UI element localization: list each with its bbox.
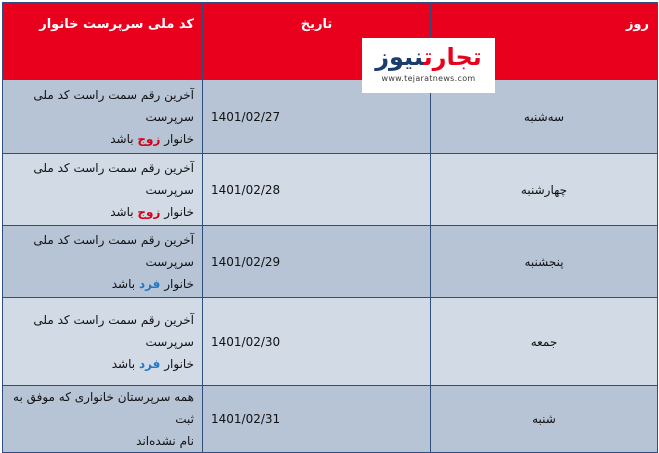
code-cell xyxy=(3,386,203,453)
code-cell xyxy=(3,80,203,154)
table-header-row xyxy=(3,3,658,80)
code-line: آخرین رقم سمت راست کد ملی سرپرست xyxy=(33,232,194,269)
code-line: آخرین رقم سمت راست کد ملی سرپرست xyxy=(33,312,194,349)
day-cell: شنبه xyxy=(431,386,658,453)
table-row xyxy=(3,386,658,453)
code-post: باشد xyxy=(111,356,136,371)
code-post: باشد xyxy=(110,204,134,219)
code-post: باشد xyxy=(110,131,134,146)
code-post: باشد xyxy=(111,276,136,291)
logo-brand-part1: تجارت xyxy=(423,43,482,71)
code-cell xyxy=(3,226,203,298)
parity-highlight: فرد xyxy=(138,276,161,291)
table-row xyxy=(3,154,658,226)
header-date: تاریخ xyxy=(203,3,431,80)
logo-site-url: www.tejaratnews.com xyxy=(381,74,476,83)
code-line: آخرین رقم سمت راست کد ملی سرپرست xyxy=(33,160,194,197)
tejaratnews-logo xyxy=(362,38,495,93)
code-pre: خانوار xyxy=(164,356,194,371)
header-code: کد ملی سرپرست خانوار xyxy=(3,3,203,80)
code-line: آخرین رقم سمت راست کد ملی سرپرست xyxy=(33,87,194,124)
parity-highlight: زوج xyxy=(137,131,161,146)
day-cell: جمعه xyxy=(431,298,658,386)
code-pre: خانوار xyxy=(164,204,194,219)
day-cell: چهارشنبه xyxy=(431,154,658,226)
table-row xyxy=(3,298,658,386)
code-line: نام نشده‌اند xyxy=(136,434,194,448)
date-cell: 1401/02/28 xyxy=(203,154,431,226)
day-cell: پنجشنبه xyxy=(431,226,658,298)
date-cell: 1401/02/30 xyxy=(203,298,431,386)
code-pre: خانوار xyxy=(164,276,194,291)
date-cell: 1401/02/29 xyxy=(203,226,431,298)
table-row xyxy=(3,80,658,154)
code-pre: خانوار xyxy=(164,131,194,146)
date-cell: 1401/02/27 xyxy=(203,80,431,154)
code-cell xyxy=(3,154,203,226)
code-line: همه سرپرستان خانواری که موفق به ثبت xyxy=(13,390,194,426)
logo-wordmark xyxy=(362,42,495,72)
logo-brand-part2: نیوز xyxy=(375,43,424,71)
day-cell: سه‌شنبه xyxy=(431,80,658,154)
schedule-table xyxy=(2,2,658,453)
header-day: روز xyxy=(431,3,658,80)
parity-highlight: فرد xyxy=(138,356,161,371)
date-cell: 1401/02/31 xyxy=(203,386,431,453)
table-row xyxy=(3,226,658,298)
code-cell xyxy=(3,298,203,386)
parity-highlight: زوج xyxy=(137,204,161,219)
